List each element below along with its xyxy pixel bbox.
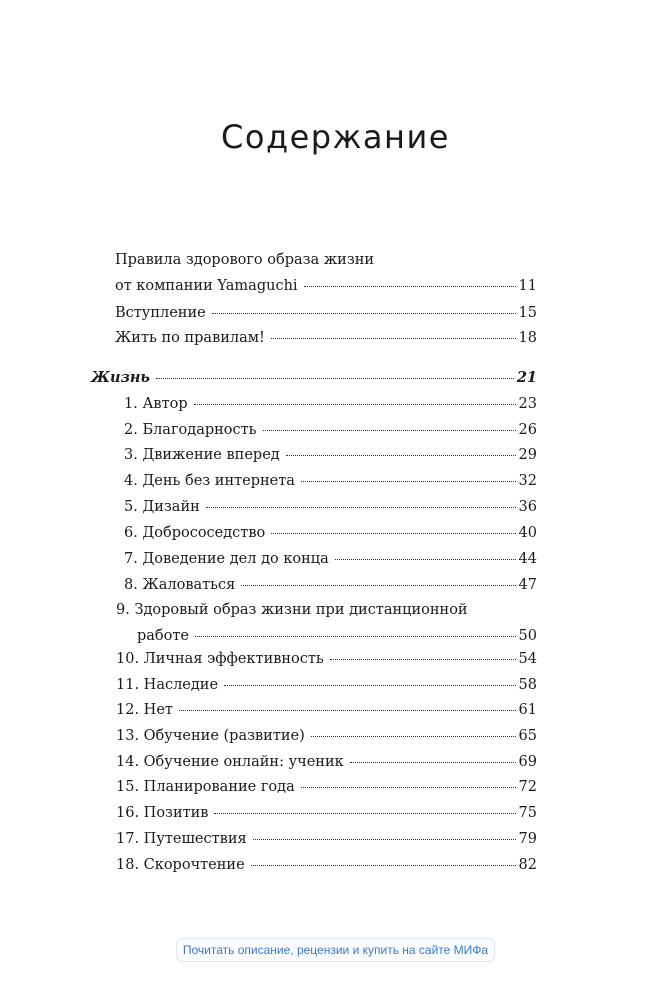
toc-page-number: 11 xyxy=(518,278,537,294)
dot-leader xyxy=(179,710,516,711)
toc-entry-chapter[interactable] xyxy=(124,472,537,490)
toc-entry-label: Вступление xyxy=(115,305,206,321)
toc-page-number: 82 xyxy=(518,857,537,873)
buy-link-button[interactable]: Почитать описание, рецензии и купить на сайте МИФа xyxy=(176,938,495,962)
dot-leader xyxy=(195,636,516,637)
page-title: Содержание xyxy=(221,118,450,156)
toc-page-number: 15 xyxy=(518,305,537,321)
toc-entry-label: 2. Благодарность xyxy=(124,422,257,438)
dot-leader xyxy=(194,404,516,405)
toc-entry-label: 6. Добрососедство xyxy=(124,525,266,541)
toc-entry-chapter[interactable] xyxy=(124,498,537,516)
dot-leader xyxy=(271,338,516,339)
toc-page-number: 36 xyxy=(518,499,537,515)
dot-leader xyxy=(206,507,516,508)
toc-entry-label: 11. Наследие xyxy=(116,677,219,693)
toc-entry-chapter[interactable] xyxy=(124,395,537,413)
toc-page-number: 69 xyxy=(518,754,537,770)
toc-entry-chapter[interactable] xyxy=(116,676,537,694)
toc-entry-front[interactable] xyxy=(115,277,537,295)
toc-entry-label: от компании Yamaguchi xyxy=(115,278,298,294)
dot-leader xyxy=(253,839,516,840)
dot-leader xyxy=(271,533,515,534)
toc-entry-label: Жить по правилам! xyxy=(115,330,265,346)
toc-entry-chapter[interactable] xyxy=(116,753,537,771)
toc-page-number: 29 xyxy=(518,447,537,463)
toc-entry-chapter[interactable] xyxy=(116,856,537,874)
dot-leader xyxy=(301,481,516,482)
toc-entry-chapter[interactable] xyxy=(116,727,537,745)
toc-entry-label: 3. Движение вперед xyxy=(124,447,280,463)
toc-entry-chapter[interactable] xyxy=(124,446,537,464)
toc-entry-first-line: 9. Здоровый образ жизни при дистанционной xyxy=(116,602,468,618)
toc-page-number: 61 xyxy=(518,702,537,718)
toc-page-number: 18 xyxy=(518,330,537,346)
toc-entry-chapter[interactable] xyxy=(116,778,537,796)
toc-entry-label: 7. Доведение дел до конца xyxy=(124,551,329,567)
toc-page-number: 58 xyxy=(518,677,537,693)
toc-section-heading[interactable] xyxy=(91,369,537,387)
toc-entry-label: 1. Автор xyxy=(124,396,188,412)
toc-entry-label: 13. Обучение (развитие) xyxy=(116,728,305,744)
dot-leader xyxy=(156,378,514,379)
dot-leader xyxy=(330,659,516,660)
toc-entry-chapter[interactable] xyxy=(116,701,537,719)
toc-page-number: 65 xyxy=(518,728,537,744)
toc-entry-chapter[interactable] xyxy=(124,524,537,542)
toc-page-number: 44 xyxy=(518,551,537,567)
toc-entry-label: 5. Дизайн xyxy=(124,499,200,515)
dot-leader xyxy=(350,762,516,763)
toc-entry-chapter[interactable] xyxy=(124,421,537,439)
toc-entry-front[interactable] xyxy=(115,304,537,322)
toc-entry-chapter[interactable] xyxy=(116,650,537,668)
toc-page-number: 26 xyxy=(518,422,537,438)
dot-leader xyxy=(241,585,515,586)
toc-entry-label: 12. Нет xyxy=(116,702,173,718)
toc-page-number: 21 xyxy=(516,369,537,386)
toc-page-number: 47 xyxy=(518,577,537,593)
toc-entry-label: 4. День без интернета xyxy=(124,473,295,489)
toc-entry-chapter[interactable] xyxy=(116,804,537,822)
toc-entry-front[interactable] xyxy=(115,329,537,347)
dot-leader xyxy=(286,455,516,456)
dot-leader xyxy=(251,865,516,866)
toc-page-number: 50 xyxy=(518,628,537,644)
toc-page-number: 54 xyxy=(518,651,537,667)
toc-entry-chapter[interactable] xyxy=(137,627,537,645)
toc-entry-first-line: Правила здорового образа жизни xyxy=(115,252,375,268)
dot-leader xyxy=(304,286,516,287)
toc-page-number: 72 xyxy=(518,779,537,795)
toc-entry-label: 18. Скорочтение xyxy=(116,857,245,873)
dot-leader xyxy=(301,787,516,788)
toc-entry-label: 16. Позитив xyxy=(116,805,209,821)
dot-leader xyxy=(224,685,516,686)
dot-leader xyxy=(214,813,515,814)
dot-leader xyxy=(263,430,516,431)
toc-entry-label: 17. Путешествия xyxy=(116,831,247,847)
dot-leader xyxy=(212,313,516,314)
toc-entry-label: Жизнь xyxy=(91,369,150,386)
toc-entry-chapter[interactable] xyxy=(116,830,537,848)
toc-entry-chapter[interactable] xyxy=(124,576,537,594)
dot-leader xyxy=(335,559,516,560)
toc-page-number: 40 xyxy=(518,525,537,541)
toc-entry-label: 14. Обучение онлайн: ученик xyxy=(116,754,344,770)
dot-leader xyxy=(311,736,516,737)
toc-entry-label: 15. Планирование года xyxy=(116,779,295,795)
toc-entry-label: 8. Жаловаться xyxy=(124,577,236,593)
toc-page-number: 79 xyxy=(518,831,537,847)
toc-page-number: 75 xyxy=(518,805,537,821)
toc-entry-chapter[interactable] xyxy=(124,550,537,568)
toc-page-number: 23 xyxy=(518,396,537,412)
toc-entry-label: 10. Личная эффективность xyxy=(116,651,324,667)
toc-entry-label: работе xyxy=(137,628,189,644)
toc-page-number: 32 xyxy=(518,473,537,489)
